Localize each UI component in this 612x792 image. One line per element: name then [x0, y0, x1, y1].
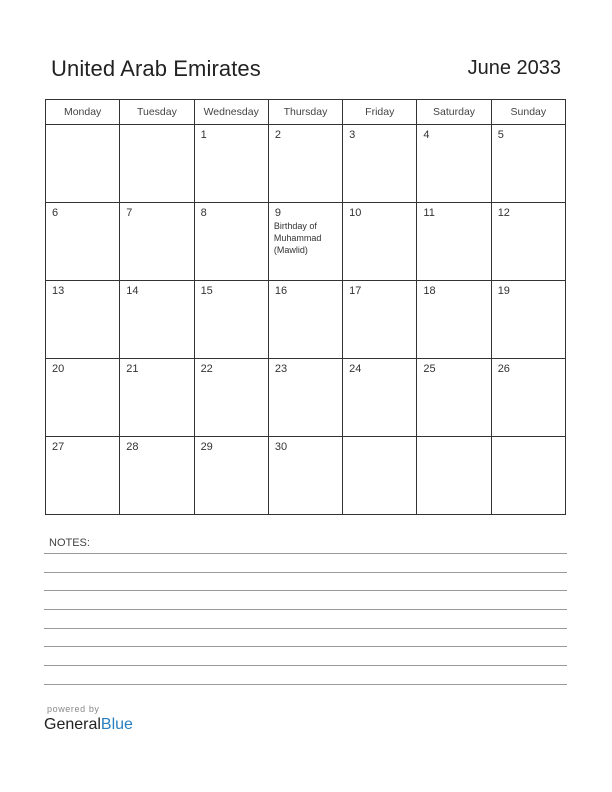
notes-label: NOTES:: [49, 537, 90, 549]
logo-text-general: General: [44, 716, 101, 733]
day-cell-holiday: [268, 203, 342, 281]
day-cell: [343, 359, 417, 437]
weekday-header-thursday: Thursday: [268, 100, 342, 125]
day-cell: [46, 203, 120, 281]
day-number: 3: [349, 129, 356, 141]
notes-line: [44, 572, 567, 573]
day-cell: [194, 281, 268, 359]
notes-line: [44, 684, 567, 685]
day-number: 17: [349, 285, 362, 297]
calendar-week-row: [46, 359, 566, 437]
day-cell: [417, 281, 491, 359]
day-cell: [46, 281, 120, 359]
calendar-country-title: United Arab Emirates: [51, 56, 261, 81]
day-number: 14: [126, 285, 139, 297]
notes-line: [44, 665, 567, 666]
day-cell: [268, 437, 342, 515]
day-number: 24: [349, 363, 362, 375]
day-number: 7: [126, 207, 133, 219]
day-cell: [194, 203, 268, 281]
day-number: 15: [200, 285, 213, 297]
notes-line: [44, 628, 567, 629]
day-cell: [268, 359, 342, 437]
day-number: 8: [200, 207, 207, 219]
day-cell: [417, 359, 491, 437]
calendar-month-year: June 2033: [467, 57, 561, 79]
weekday-header-wednesday: Wednesday: [194, 100, 268, 125]
powered-by-text: powered by: [47, 704, 100, 714]
day-number: 12: [497, 207, 510, 219]
day-cell: [268, 125, 342, 203]
day-cell: [120, 125, 194, 203]
day-number: 23: [274, 363, 288, 375]
day-number: 5: [497, 129, 504, 141]
day-cell: [120, 203, 194, 281]
day-cell: [343, 281, 417, 359]
day-number: 26: [497, 363, 510, 375]
generalblue-logo: [44, 716, 133, 734]
day-number: 25: [423, 363, 436, 375]
day-cell: [491, 125, 565, 203]
day-cell: [120, 281, 194, 359]
day-cell: [120, 359, 194, 437]
day-cell: [491, 203, 565, 281]
day-cell: [343, 437, 417, 515]
calendar-week-row: [46, 203, 566, 281]
weekday-header-sunday: Sunday: [491, 100, 565, 125]
weekday-header-row: [46, 100, 566, 125]
day-cell: [120, 437, 194, 515]
day-cell: [491, 359, 565, 437]
holiday-label: Birthday of Muhammad (Mawlid): [273, 221, 322, 255]
weekday-header-tuesday: Tuesday: [120, 100, 194, 125]
calendar-grid: [45, 99, 566, 515]
notes-line: [44, 553, 567, 554]
day-number: 21: [126, 363, 139, 375]
day-number: 13: [52, 285, 65, 297]
notes-line: [44, 646, 567, 647]
day-cell: [46, 437, 120, 515]
day-number: 19: [497, 285, 510, 297]
weekday-header-monday: Monday: [46, 100, 120, 125]
day-number: 11: [423, 207, 435, 219]
day-number: 2: [274, 129, 281, 141]
day-cell: [268, 281, 342, 359]
day-number: 6: [52, 207, 59, 219]
day-number: 10: [349, 207, 362, 219]
day-cell: [194, 125, 268, 203]
weekday-header-friday: Friday: [343, 100, 417, 125]
day-cell: [46, 359, 120, 437]
day-cell: [417, 203, 491, 281]
day-number: 9: [274, 207, 281, 219]
calendar-week-row: [46, 125, 566, 203]
calendar-week-row: [46, 437, 566, 515]
day-number: 29: [200, 441, 213, 453]
day-number: 1: [200, 129, 207, 141]
day-number: 22: [200, 363, 213, 375]
day-number: 28: [126, 441, 139, 453]
day-cell: [491, 281, 565, 359]
logo-text-blue: Blue: [100, 716, 133, 733]
day-cell: [343, 203, 417, 281]
day-number: 20: [52, 363, 65, 375]
day-cell: [46, 125, 120, 203]
day-cell: [194, 359, 268, 437]
day-cell: [491, 437, 565, 515]
day-cell: [343, 125, 417, 203]
day-number: 18: [423, 285, 436, 297]
day-number: 16: [274, 285, 288, 297]
day-number: 27: [52, 441, 65, 453]
day-cell: [194, 437, 268, 515]
day-number: 4: [423, 129, 430, 141]
notes-line: [44, 609, 567, 610]
day-cell: [417, 125, 491, 203]
notes-line: [44, 590, 567, 591]
calendar-week-row: [46, 281, 566, 359]
day-number: 30: [274, 441, 288, 453]
day-cell: [417, 437, 491, 515]
weekday-header-saturday: Saturday: [417, 100, 491, 125]
